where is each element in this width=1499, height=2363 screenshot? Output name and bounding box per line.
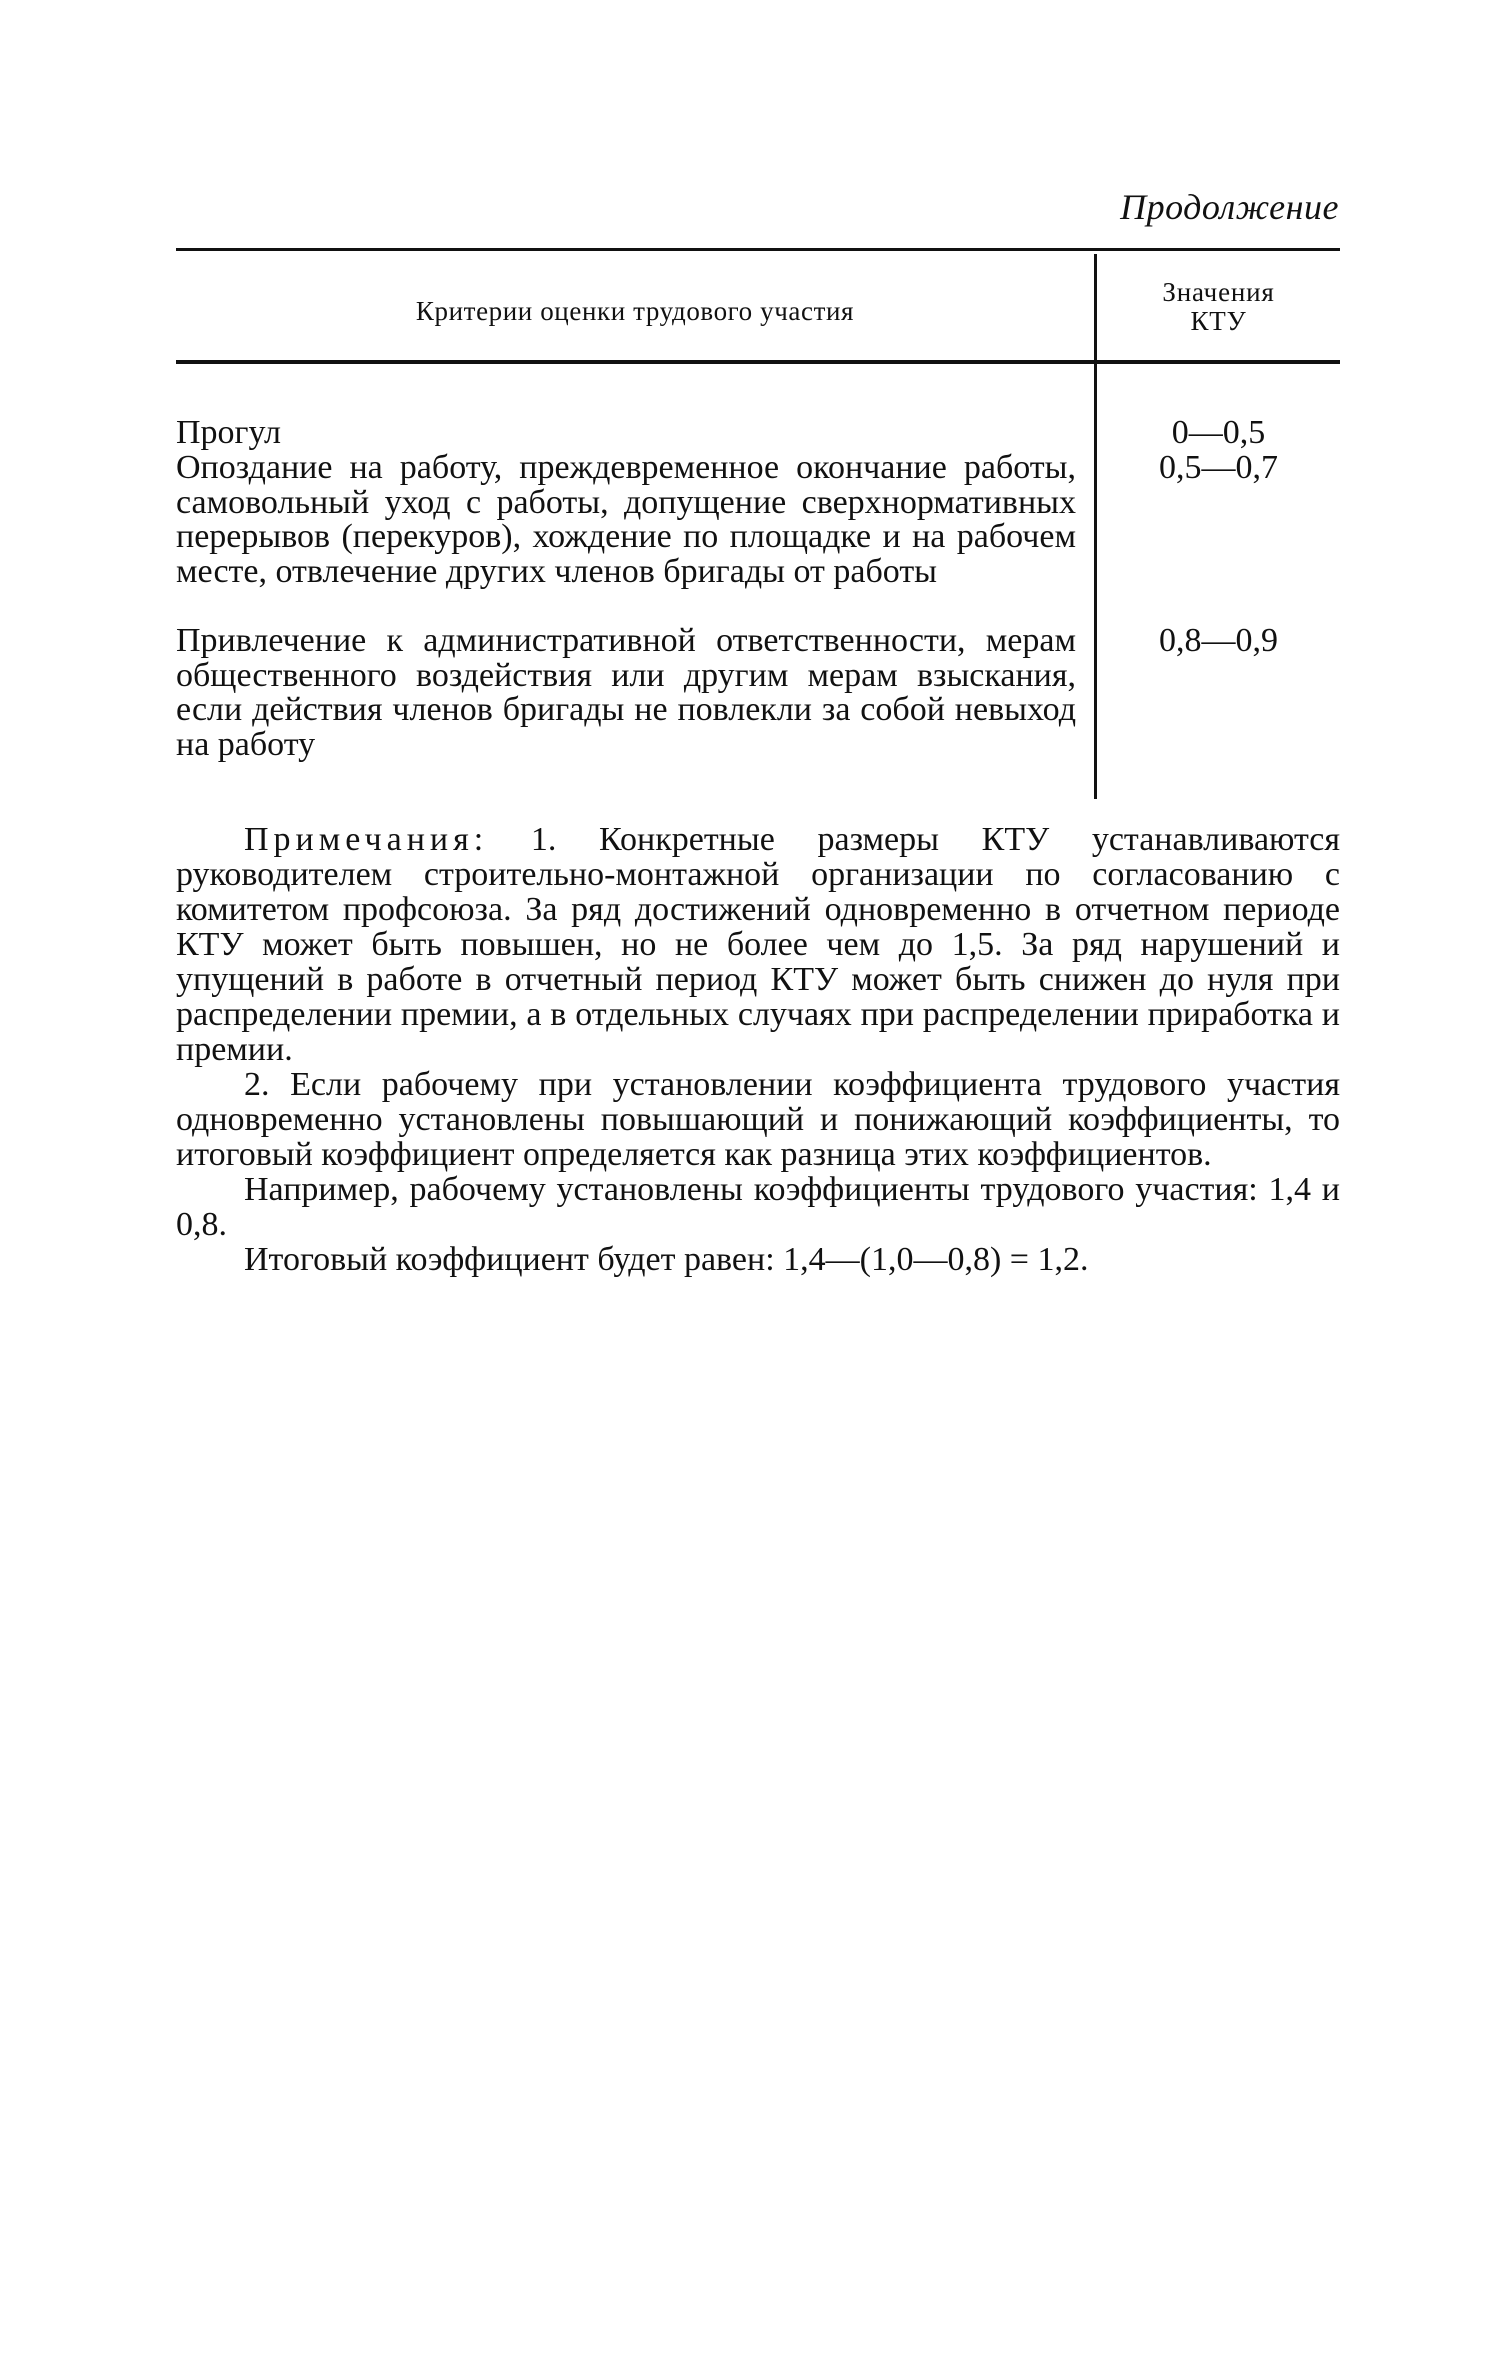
note-1 xyxy=(176,822,1340,1067)
row-criterion: Привлечение к административной ответственности, мерам общественного воздействия или другим мерам взыскания, если действия членов бригады не повлекли за собой невыход на работу xyxy=(176,622,1076,764)
header-values-line1: Значения xyxy=(1162,277,1275,307)
row-value: 0,5—0,7 xyxy=(1159,449,1278,486)
row-criterion: Прогул xyxy=(176,414,281,451)
table-top-rule xyxy=(176,248,1340,251)
table-header-rule xyxy=(176,360,1340,364)
notes-section xyxy=(176,822,1340,1277)
note-2: 2. Если рабочему при установлении коэффициента трудового участия одновременно установлены повышающий и понижающий коэффициенты, то итоговый коэффициент определяется как разница этих коэффициентов. xyxy=(176,1066,1340,1173)
notes-label: Примечания: xyxy=(244,821,489,858)
ktu-criteria-table xyxy=(176,248,1340,800)
table-column-divider xyxy=(1094,254,1097,799)
header-values xyxy=(1097,278,1340,336)
continuation-label: Продолжение xyxy=(1120,187,1339,227)
row-criterion: Опоздание на работу, преждевременное окончание работы, самовольный уход с работы, допущение сверхнормативных перерывов (перекуров), хождение по площадке и на рабочем месте, отвлечение других членов бригады от работы xyxy=(176,449,1076,591)
note-result: Итоговый коэффициент будет равен: 1,4—(1,0—0,8) = 1,2. xyxy=(244,1241,1089,1278)
row-value: 0,8—0,9 xyxy=(1159,622,1278,659)
header-criteria: Критерии оценки трудового участия xyxy=(415,296,855,326)
note-1-text: 1. Конкретные размеры КТУ устанавливаются руководителем строительно-монтажной организации по согласованию с комитетом профсоюза. За ряд достижений одновременно в отчетном периоде КТУ может быть повышен, но не более чем до 1,5. За ряд нарушений и упущений в работе в отчетный период КТУ может быть снижен до нуля при распределении премии, а в отдельных случаях при распределении приработка и премии. xyxy=(176,821,1340,1068)
header-values-line2: КТУ xyxy=(1190,306,1247,336)
row-value: 0—0,5 xyxy=(1171,414,1266,451)
note-example: Например, рабочему установлены коэффициенты трудового участия: 1,4 и 0,8. xyxy=(176,1171,1340,1243)
